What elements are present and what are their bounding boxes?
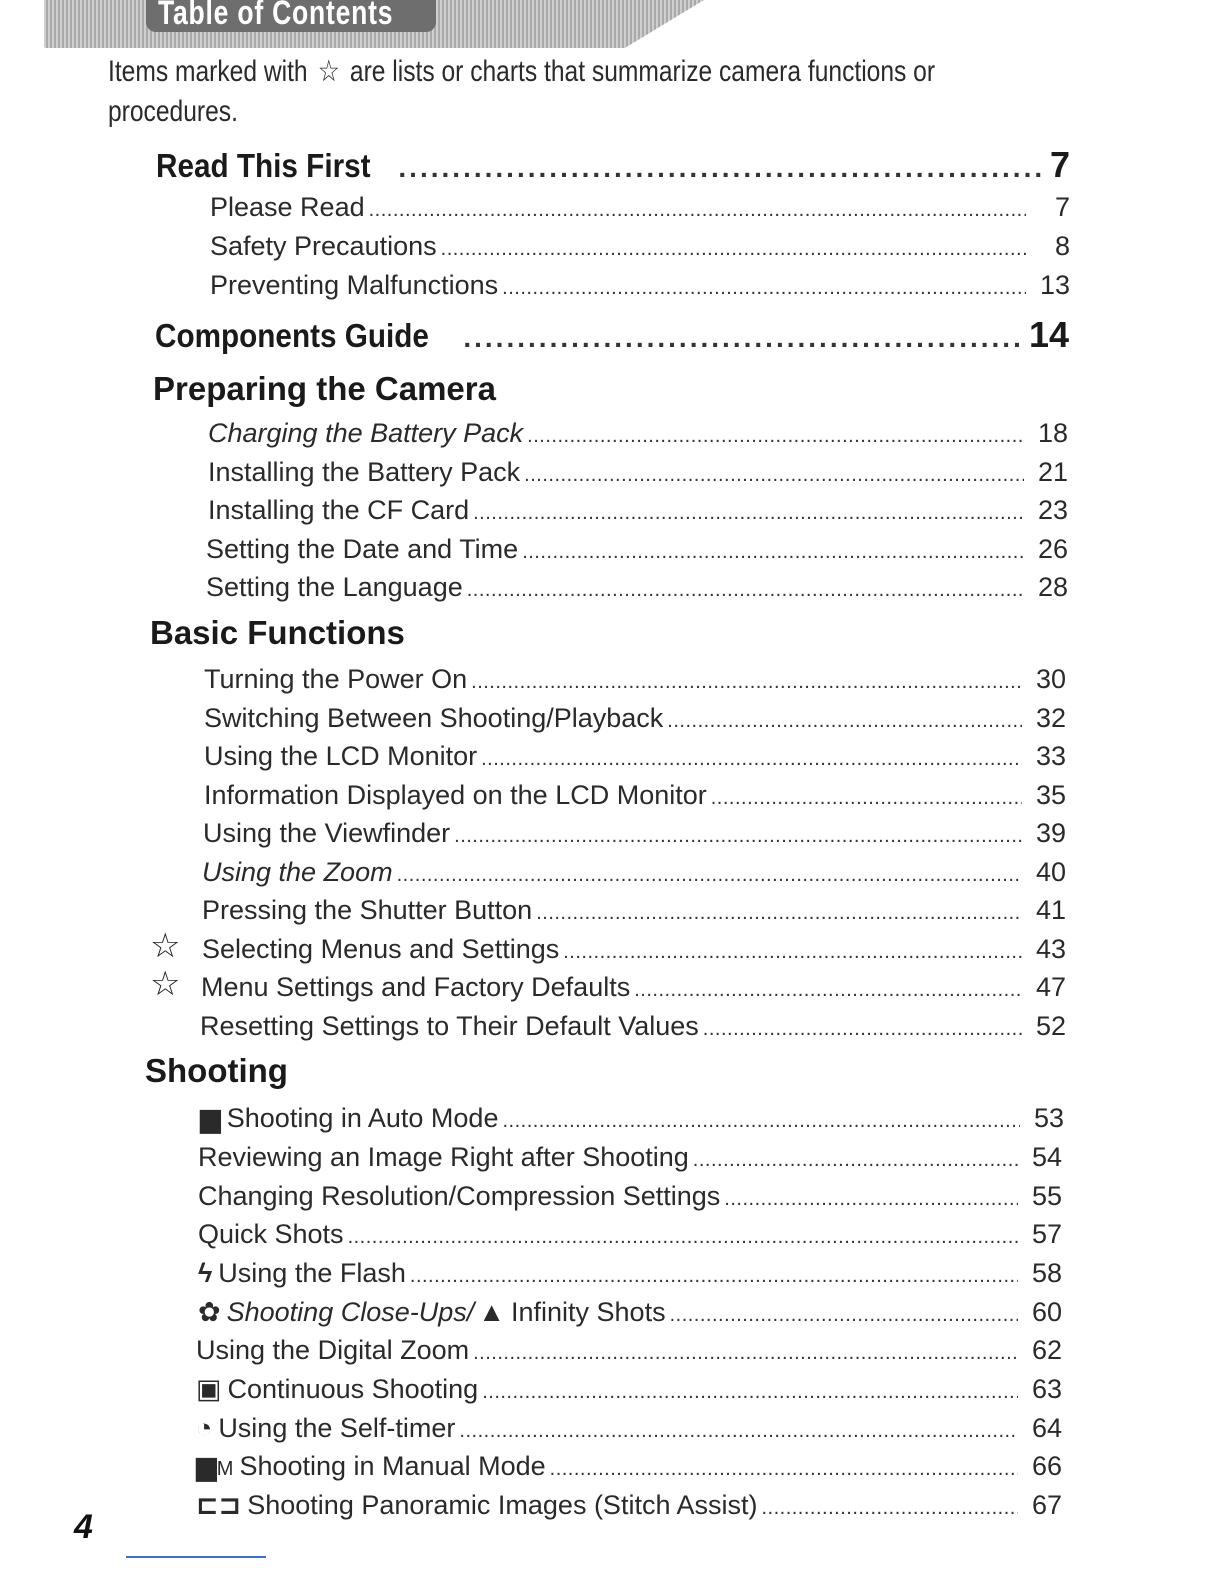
- page-number: 7: [1049, 144, 1070, 185]
- dot-leader: [761, 1497, 1018, 1520]
- dot-leader: [473, 1342, 1018, 1365]
- page-number: 64: [1031, 1413, 1062, 1443]
- dot-leader: [703, 1018, 1022, 1041]
- toc-entry-selecting-menus[interactable]: [202, 934, 1066, 965]
- dot-leader: [482, 1381, 1018, 1404]
- dot-leader: [527, 425, 1024, 448]
- page-number: 63: [1031, 1374, 1062, 1404]
- page-number: 52: [1035, 1011, 1066, 1041]
- toc-entry-lcd-monitor[interactable]: [204, 741, 1066, 772]
- page-number: 39: [1035, 818, 1066, 848]
- page-number: 26: [1037, 534, 1068, 564]
- camera-icon: ▆: [196, 1451, 217, 1481]
- toc-heading-shooting: Shooting: [145, 1052, 288, 1089]
- page-number: 23: [1037, 495, 1068, 525]
- entry-label: Using the Self-timer: [218, 1413, 456, 1443]
- entry-label: Setting the Date and Time: [206, 534, 519, 564]
- entry-label: Setting the Language: [206, 572, 463, 602]
- stitch-assist-icon: ⊏⊐: [196, 1490, 242, 1520]
- entry-label: Using the Digital Zoom: [196, 1335, 470, 1365]
- dot-leader: [481, 748, 1022, 771]
- toc-entry-viewfinder[interactable]: [203, 818, 1066, 849]
- dot-leader: [536, 902, 1022, 925]
- toc-entry-language[interactable]: [206, 572, 1068, 603]
- footer-page-number: 4: [74, 1508, 93, 1546]
- entry-label: Menu Settings and Factory Defaults: [201, 972, 631, 1002]
- flash-icon: ϟ: [198, 1258, 213, 1288]
- toc-entry-flash[interactable]: [198, 1258, 1062, 1289]
- toc-entry-date-time[interactable]: [206, 534, 1068, 565]
- toc-entry-auto-mode[interactable]: [200, 1103, 1064, 1134]
- page-number: 13: [1039, 270, 1070, 300]
- dot-leader: [459, 1420, 1018, 1443]
- dot-leader: [667, 710, 1022, 733]
- entry-label: Quick Shots: [198, 1219, 344, 1249]
- toc-entry-closeups-infinity[interactable]: [198, 1297, 1062, 1328]
- page-number: 18: [1037, 418, 1068, 448]
- entry-label: Shooting Panoramic Images (Stitch Assist): [247, 1490, 758, 1520]
- toc-heading-preparing-the-camera: Preparing the Camera: [153, 370, 496, 407]
- dot-leader: [670, 1304, 1018, 1327]
- page-number: 14: [1028, 314, 1069, 355]
- intro-text-line2: procedures.: [108, 95, 238, 128]
- dot-leader: [348, 1226, 1018, 1249]
- page-title: Table of Contents: [158, 0, 394, 32]
- entry-label: Selecting Menus and Settings: [202, 934, 560, 964]
- camera-icon: ▆: [200, 1103, 221, 1133]
- entry-label: Installing the Battery Pack: [208, 457, 521, 487]
- entry-label: Using the Flash: [218, 1258, 406, 1288]
- page-number: 7: [1054, 192, 1070, 222]
- toc-entry-zoom[interactable]: [202, 857, 1066, 888]
- page-number: 8: [1054, 231, 1070, 261]
- entry-label: Pressing the Shutter Button: [202, 895, 533, 925]
- entry-label: Charging the Battery Pack: [208, 418, 524, 448]
- toc-entry-charging-battery[interactable]: [208, 418, 1068, 449]
- page-number: 57: [1031, 1219, 1062, 1249]
- toc-entry-continuous[interactable]: [196, 1374, 1062, 1405]
- toc-section-read-this-first[interactable]: [156, 144, 1070, 186]
- entry-label: Shooting Close-Ups/: [226, 1297, 475, 1327]
- page-number: 62: [1031, 1335, 1062, 1365]
- page-number: 53: [1033, 1103, 1064, 1133]
- star-outline-icon: ☆: [150, 927, 181, 965]
- entry-label: Turning the Power On: [204, 664, 468, 694]
- page-number: 40: [1035, 857, 1066, 887]
- continuous-shooting-icon: ▣: [196, 1374, 222, 1404]
- dot-leader: [502, 1110, 1020, 1133]
- star-outline-icon: ☆: [150, 965, 181, 1003]
- toc-entry-preventing-malfunctions[interactable]: [210, 270, 1070, 301]
- toc-entry-resetting[interactable]: [200, 1011, 1066, 1042]
- dot-leader: [711, 787, 1022, 810]
- entry-label: Shooting in Manual Mode: [239, 1451, 546, 1481]
- entry-label-2: Infinity Shots: [511, 1297, 666, 1327]
- dot-leader: [441, 238, 1026, 261]
- dot-leader: [563, 941, 1022, 964]
- entry-label: Shooting in Auto Mode: [226, 1103, 499, 1133]
- dot-leader: [410, 1265, 1018, 1288]
- page-number: 60: [1031, 1297, 1062, 1327]
- dot-leader: [550, 1458, 1018, 1481]
- toc-entry-panoramic[interactable]: [196, 1490, 1062, 1521]
- entry-label: Safety Precautions: [210, 231, 437, 261]
- dot-leader: [724, 1188, 1018, 1211]
- page-number: 28: [1037, 572, 1068, 602]
- toc-entry-shutter[interactable]: [202, 895, 1066, 926]
- self-timer-icon: ◔: [196, 1413, 213, 1443]
- star-outline-icon: ☆: [317, 55, 340, 88]
- intro-text-end: are lists or charts that summarize camera functions or: [349, 55, 936, 88]
- page-number: 35: [1035, 780, 1066, 810]
- section-title: Read This First: [156, 147, 371, 184]
- page-number: 67: [1031, 1490, 1062, 1520]
- toc-entry-menu-defaults[interactable]: [201, 972, 1066, 1003]
- dot-leader: [522, 541, 1024, 564]
- page-number: 30: [1035, 664, 1066, 694]
- toc-entry-installing-cf-card[interactable]: [208, 495, 1068, 526]
- toc-entry-manual-mode[interactable]: [196, 1451, 1062, 1482]
- section-title: Components Guide: [155, 317, 429, 354]
- toc-section-components-guide[interactable]: [155, 314, 1069, 356]
- page-number: 47: [1035, 972, 1066, 1002]
- page-number: 54: [1031, 1142, 1062, 1172]
- entry-label: Installing the CF Card: [208, 495, 470, 525]
- page-number: 32: [1035, 703, 1066, 733]
- intro-text: [108, 52, 936, 132]
- entry-label: Preventing Malfunctions: [210, 270, 499, 300]
- dot-leader: [524, 464, 1024, 487]
- page-number: 66: [1031, 1451, 1062, 1481]
- toc-entry-digital-zoom[interactable]: [196, 1335, 1062, 1366]
- entry-label: Please Read: [210, 192, 365, 222]
- entry-label: Resetting Settings to Their Default Values: [200, 1011, 699, 1041]
- manual-mode-icon: M: [216, 1458, 234, 1480]
- dot-leader: [398, 152, 1046, 184]
- toc-heading-basic-functions: Basic Functions: [150, 614, 405, 651]
- dot-leader: [369, 199, 1026, 222]
- dot-leader: [502, 277, 1026, 300]
- entry-label: Using the Zoom: [202, 857, 393, 887]
- entry-label: Using the LCD Monitor: [204, 741, 478, 771]
- toc-entry-self-timer[interactable]: [196, 1413, 1062, 1444]
- toc-entry-installing-battery[interactable]: [208, 457, 1068, 488]
- page-number: 55: [1031, 1181, 1062, 1211]
- toc-entry-info-displayed[interactable]: [204, 780, 1066, 811]
- entry-label: Switching Between Shooting/Playback: [204, 703, 664, 733]
- dot-leader: [454, 825, 1022, 848]
- entry-label: Continuous Shooting: [227, 1374, 479, 1404]
- mountain-infinity-icon: ▲: [478, 1297, 505, 1327]
- toc-entry-please-read[interactable]: [210, 192, 1070, 223]
- entry-label: Using the Viewfinder: [203, 818, 451, 848]
- dot-leader: [693, 1149, 1018, 1172]
- toc-entry-switching[interactable]: [204, 703, 1066, 734]
- page-number: 33: [1035, 741, 1066, 771]
- dot-leader: [397, 864, 1022, 887]
- dot-leader: [467, 579, 1024, 602]
- page-number: 58: [1031, 1258, 1062, 1288]
- intro-text-start: Items marked with: [108, 55, 308, 88]
- toc-entry-reviewing[interactable]: [198, 1142, 1062, 1173]
- toc-entry-quick-shots[interactable]: [198, 1219, 1062, 1250]
- toc-entry-power-on[interactable]: [204, 664, 1066, 695]
- toc-entry-safety-precautions[interactable]: [210, 231, 1070, 262]
- entry-label: Information Displayed on the LCD Monitor: [204, 780, 707, 810]
- entry-label: Reviewing an Image Right after Shooting: [198, 1142, 689, 1172]
- page-number: 43: [1035, 934, 1066, 964]
- page-number: 21: [1037, 457, 1068, 487]
- entry-label: Changing Resolution/Compression Settings: [198, 1181, 721, 1211]
- macro-flower-icon: ✿: [198, 1297, 221, 1327]
- dot-leader: [471, 671, 1022, 694]
- dot-leader: [634, 979, 1022, 1002]
- dot-leader: [473, 502, 1024, 525]
- dot-leader: [463, 322, 1025, 354]
- toc-entry-resolution[interactable]: [198, 1181, 1062, 1212]
- footer-link-underline: [126, 1556, 266, 1558]
- page-number: 41: [1035, 895, 1066, 925]
